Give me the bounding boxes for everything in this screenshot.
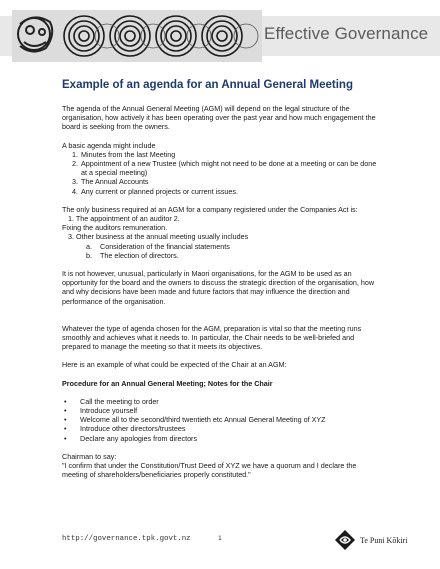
intro-paragraph: The agenda of the Annual General Meeting (AGM) will depend on the legal structure of the organisation, how actively it has been operating over the past year and how much engagement the board is seeking from the owners.	[62, 104, 376, 132]
list-item: a. Consideration of the financial statements	[86, 241, 230, 251]
maori-paragraph: It is not however, unusual, particularly in Maori organisations, for the AGM to be used as an opportunity for the board and the owners to discuss the strategic direction of the organisation, how and why decisions have been made and future factors that may influence the direction and performance of the organisation.	[62, 269, 375, 306]
page-number: 1	[218, 535, 222, 542]
list-item: • Welcome all to the second/third twentieth etc Annual General Meeting of XYZ	[64, 415, 326, 425]
companies-lead: The only business required at an AGM for a company registered under the Companies Act is:	[62, 204, 358, 214]
list-item: b. The election of directors.	[86, 250, 179, 260]
list-item: • Introduce other directors/trustees	[64, 424, 186, 434]
companies-item-1b: Fixing the auditors remuneration.	[62, 223, 168, 233]
document-title: Example of an agenda for an Annual General Meeting	[62, 79, 353, 91]
list-item: 3. The Annual Accounts	[72, 177, 149, 187]
footer-url-link[interactable]: http://governance.tpk.govt.nz	[62, 535, 191, 543]
companies-item-3: 3. Other business at the annual meeting usually includes	[68, 232, 249, 242]
header-banner	[0, 10, 440, 62]
list-item: 2. Appointment of a new Trustee (which might not need to be done at a meeting or can be done at a special meeting)	[72, 159, 377, 178]
maori-carving-banner-icon	[12, 10, 262, 62]
companies-item-1: 1. The appointment of an auditor 2.	[68, 214, 180, 224]
list-item: • Declare any apologies from directors	[64, 433, 198, 443]
basic-agenda-list	[62, 150, 382, 196]
chairman-quote: "I confirm that under the Constitution/Trust Deed of XYZ we have a quorum and I declare the meeting of shareholders/beneficiaries properly constituted."	[62, 461, 357, 480]
footer-logo	[334, 527, 434, 553]
basic-agenda-lead: A basic agenda might include	[62, 140, 156, 150]
banner-title: Effective Governance	[264, 24, 429, 43]
procedure-list	[62, 397, 382, 443]
list-item: • Call the meeting to order	[64, 396, 159, 406]
org-name: Te Puni Kōkiri	[360, 535, 408, 545]
list-item: 4. Any current or planned projects or current issues.	[72, 186, 239, 196]
document-body	[62, 78, 382, 480]
procedure-title: Procedure for an Annual General Meeting; Notes for the Chair	[62, 378, 273, 388]
chairman-lead: Chairman to say:	[62, 451, 117, 461]
te-puni-kokiri-logo-icon	[334, 529, 356, 551]
example-lead: Here is an example of what could be expected of the Chair at an AGM:	[62, 360, 287, 370]
list-item: • Introduce yourself	[64, 406, 138, 416]
preparation-paragraph: Whatever the type of agenda chosen for the AGM, preparation is vital so that the meeting runs smoothly and achieves what it needs to. In particular, the Chair needs to be well-briefed and prepared to manage the meeting so that it meets its objectives.	[62, 323, 362, 352]
list-item: 1. Minutes from the last Meeting	[72, 149, 176, 159]
